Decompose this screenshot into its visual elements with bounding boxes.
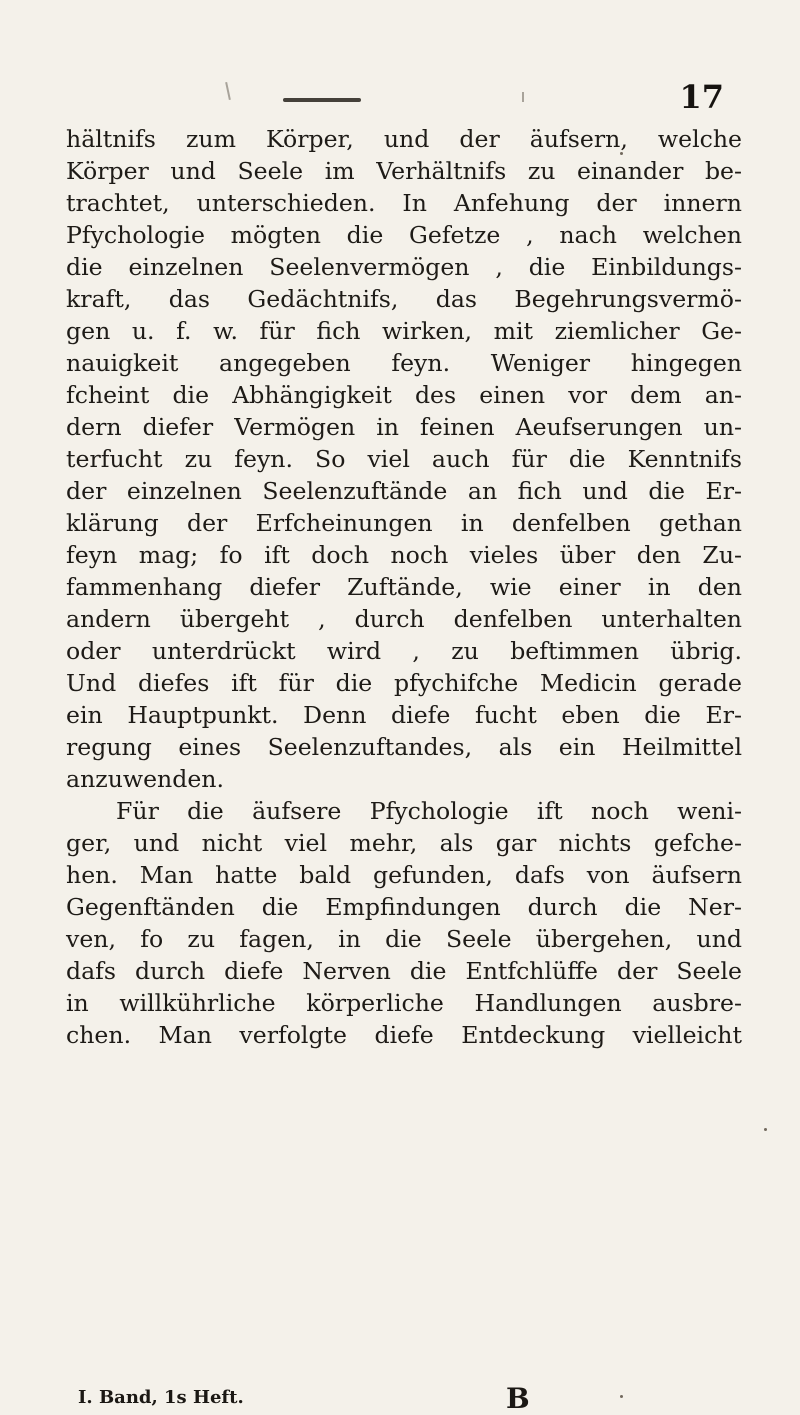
text-line: Pfychologie mögten die Gefetze , nach welchen	[66, 221, 742, 249]
text-line: ger, und nicht viel mehr, als gar nichts gefche-	[66, 829, 742, 857]
sheet-mark: B	[506, 1382, 530, 1415]
text-line: fammenhang diefer Zuftände, wie einer in den	[66, 573, 742, 601]
text-line: andern übergeht , durch denfelben unterhalten	[66, 605, 742, 633]
text-line: nauigkeit angegeben feyn. Weniger hingegen	[66, 349, 742, 377]
text-line: fcheint die Abhängigkeit des einen vor dem an-	[66, 381, 742, 409]
paragraph-start-line: Für die äufsere Pfychologie ift noch weni-	[116, 797, 742, 825]
body-text	[66, 123, 742, 1051]
text-line: ven, fo zu fagen, in die Seele übergehen, und	[66, 925, 742, 953]
text-line: feyn mag; fo ift doch noch vieles über den Zu-	[66, 541, 742, 569]
paper-mark	[620, 1395, 623, 1398]
header-rule	[283, 98, 361, 102]
text-line: regung eines Seelenzuftandes, als ein Heilmittel	[66, 733, 742, 761]
paper-mark	[764, 1128, 767, 1131]
text-line: kraft, das Gedächtnifs, das Begehrungsvermö-	[66, 285, 742, 313]
text-line: der einzelnen Seelenzuftände an fich und die Er-	[66, 477, 742, 505]
text-line: Gegenftänden die Empfindungen durch die Ner-	[66, 893, 742, 921]
text-line: chen. Man verfolgte diefe Entdeckung vielleicht	[66, 1021, 742, 1049]
text-line: hen. Man hatte bald gefunden, dafs von äufsern	[66, 861, 742, 889]
text-line: hältnifs zum Körper, und der äufsern, welche	[66, 125, 742, 153]
text-line: ein Hauptpunkt. Denn diefe fucht eben die Er-	[66, 701, 742, 729]
text-line: gen u. f. w. für fich wirken, mit ziemlicher Ge-	[66, 317, 742, 345]
text-line: in willkührliche körperliche Handlungen ausbre-	[66, 989, 742, 1017]
paper-mark	[522, 92, 524, 102]
text-line: terfucht zu feyn. So viel auch für die Kenntnifs	[66, 445, 742, 473]
text-line: dafs durch diefe Nerven die Entfchlüffe der Seele	[66, 957, 742, 985]
paper-mark	[225, 82, 231, 100]
text-line: anzuwenden.	[66, 765, 225, 793]
text-line: dern diefer Vermögen in feinen Aeufserungen un-	[66, 413, 742, 441]
text-line: Und diefes ift für die pfychifche Medicin gerade	[66, 669, 742, 697]
text-line: oder unterdrückt wird , zu beftimmen übrig.	[66, 637, 742, 665]
text-line: trachtet, unterschieden. In Anfehung der innern	[66, 189, 742, 217]
volume-signature: I. Band, 1s Heft.	[78, 1387, 244, 1408]
text-line: die einzelnen Seelenvermögen , die Einbildungs-	[66, 253, 742, 281]
text-line: Körper und Seele im Verhältnifs zu einander be-	[66, 157, 742, 185]
page-number: 17	[679, 78, 724, 116]
text-line: klärung der Erfcheinungen in denfelben gethan	[66, 509, 742, 537]
